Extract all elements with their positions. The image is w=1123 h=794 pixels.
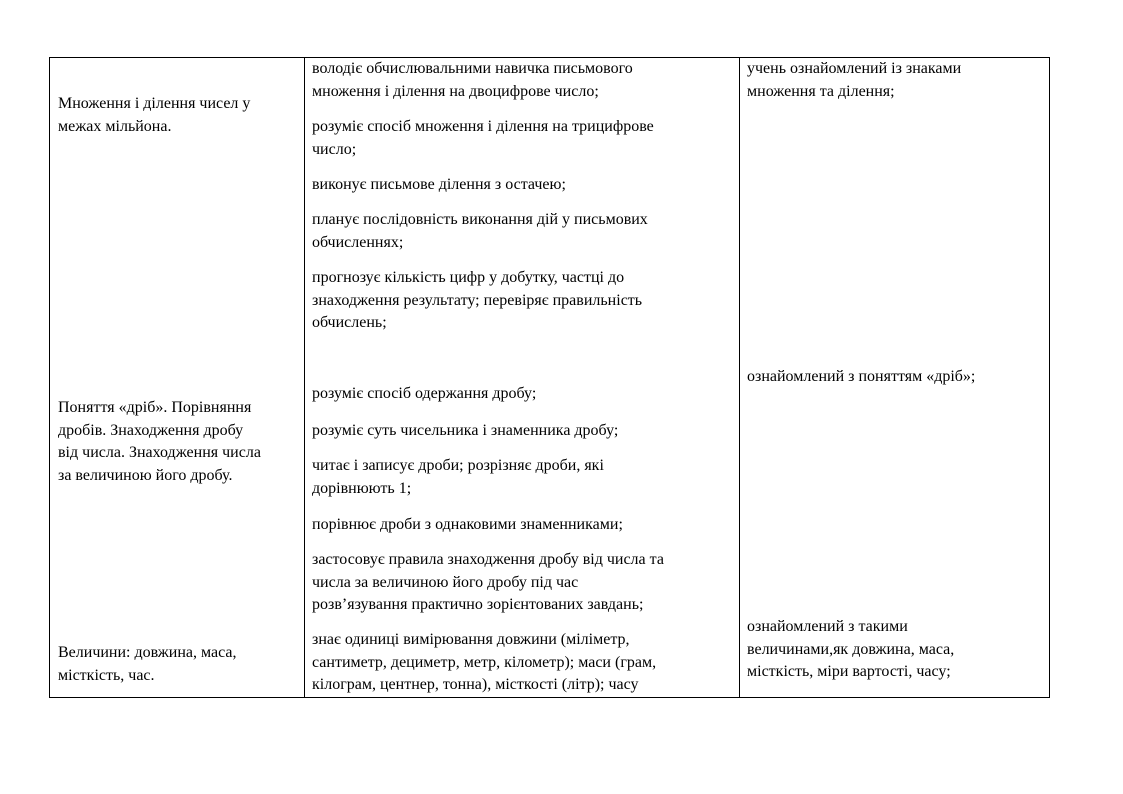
outcome-item: виконує письмове ділення з остачею; — [312, 176, 566, 193]
outcome-item: читає і записує дроби; розрізняє дроби, які дорівнюють 1; — [312, 457, 604, 497]
awareness-item: учень ознайомлений із знаками множення та ділення; — [747, 60, 962, 100]
curriculum-table — [49, 57, 1050, 698]
topic-cell-fractions: Поняття «дріб». Порівняння дробів. Знаходження дробу від числа. Знаходження числа за величиною його дробу. — [58, 399, 261, 484]
outcome-item: розуміє суть чисельника і знаменника дробу; — [312, 422, 619, 439]
topic-cell-multiplication: Множення і ділення чисел у межах мільйона. — [58, 95, 251, 135]
topic-cell-quantities: Величини: довжина, маса, місткість, час. — [58, 644, 237, 684]
outcome-item: розуміє спосіб множення і ділення на трицифрове число; — [312, 118, 654, 158]
outcome-item: порівнює дроби з однаковими знаменниками; — [312, 516, 623, 533]
column-divider — [304, 58, 305, 697]
outcome-item: розуміє спосіб одержання дробу; — [312, 385, 537, 402]
outcome-item: планує послідовність виконання дій у письмових обчисленнях; — [312, 211, 648, 251]
awareness-item: ознайомлений з поняттям «дріб»; — [747, 368, 976, 385]
awareness-item: ознайомлений з такими величинами,як довжина, маса, місткість, міри вартості, часу; — [747, 618, 955, 680]
column-divider — [739, 58, 740, 697]
outcome-item: прогнозує кількість цифр у добутку, частці до знаходження результату; перевіряє правильність обчислень; — [312, 269, 643, 331]
outcome-item: застосовує правила знаходження дробу від числа та числа за величиною його дробу під час розв’язування практично зорієнтованих завдань; — [312, 551, 664, 613]
outcome-item: знає одиниці вимірювання довжини (міліметр, сантиметр, дециметр, метр, кілометр); маси (грам, кілограм, центнер, тонна), місткості (літр); часу — [312, 631, 657, 693]
outcome-item: володіє обчислювальними навичка письмового множення і ділення на двоцифрове число; — [312, 60, 633, 100]
